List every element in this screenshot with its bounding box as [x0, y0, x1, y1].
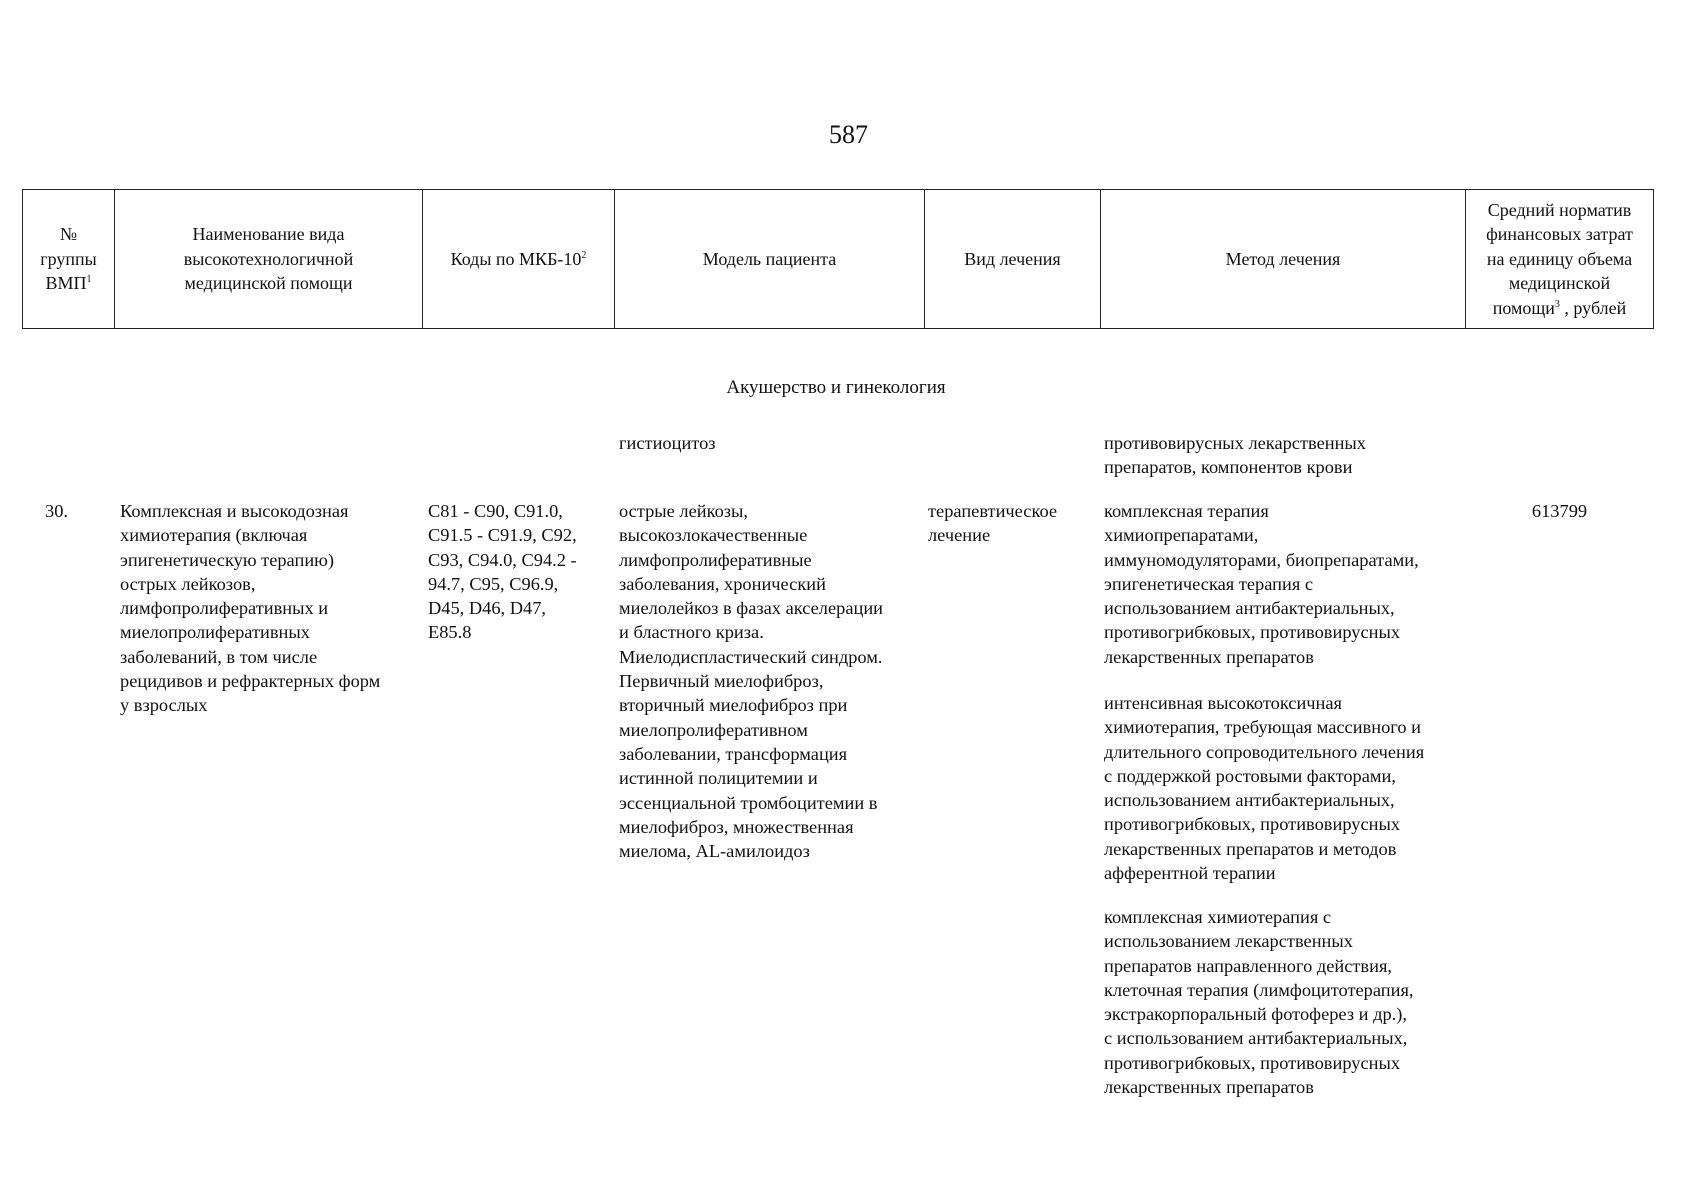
- row-treatment-method-2: интенсивная высокотоксичная химиотерапия, требующая массивного и длительного сопроводительного лечения с поддержкой ростовыми факторами, использованием антибактериальных, противогрибковых, противовирусных лекарственных препаратов и методов афферентной терапии: [1104, 693, 1425, 884]
- page-number: 587: [829, 120, 868, 149]
- row-icd-codes: C81 - C90, C91.0, C91.5 - C91.9, C92, C93, C94.0, C94.2 - 94.7, C95, C96.9, D45, D46, D47, E85.8: [428, 501, 577, 643]
- header-icd-codes: Коды по МКБ-$10^2$: [423, 190, 615, 329]
- continuation-patient-model: гистиоцитоз: [619, 433, 716, 453]
- row-care-type-name: Комплексная и высокодозная химиотерапия (включая эпигенетическую терапию) острых лейкозов, лимфопролиферативных и миелопролиферативных заболеваний, в том числе рецидивов и рефрактерных форм у взрослых: [120, 501, 381, 716]
- header-average-cost: Средний норматив финансовых затрат на единицу объема медицинской помощи$^3$ , рублей: [1466, 190, 1654, 329]
- row-average-cost: 613799: [1531, 501, 1588, 521]
- row-treatment-method-1: комплексная терапия химиопрепаратами, иммуномодуляторами, биопрепаратами, эпигенетическая терапия с использованием антибактериальных, противогрибковых, противовирусных лекарственных препаратов: [1104, 501, 1419, 667]
- header-care-type-name: Наименование вида высокотехнологичной медицинской помощи: [115, 190, 423, 329]
- row-treatment-type: терапевтическое лечение: [928, 501, 1058, 546]
- row-group-number: 30.: [45, 501, 68, 521]
- header-treatment-method: Метод лечения: [1101, 190, 1466, 329]
- header-treatment-type: Вид лечения: [925, 190, 1101, 329]
- section-title: Акушерство и гинекология: [726, 377, 946, 398]
- row-treatment-method-3: комплексная химиотерапия с использованием лекарственных препаратов направленного действия, клеточная терапия (лимфоцитотерапия, экстракорпоральный фотоферез и др.), с использованием антибактериальных, противогрибковых, противовирусных лекарственных препаратов: [1104, 907, 1414, 1098]
- continuation-treatment-method: противовирусных лекарственных препаратов, компонентов крови: [1104, 433, 1366, 478]
- header-patient-model: Модель пациента: [615, 190, 925, 329]
- header-group-number: № группы ВМП$^1$: [23, 190, 115, 329]
- table-header: [22, 189, 1654, 329]
- row-patient-model: острые лейкозы, высокозлокачественные лимфопролиферативные заболевания, хронический миелолейкоз в фазах акселерации и бластного криза. Миелодиспластический синдром. Первичный миелофиброз, вторичный миелофиброз при миелопролиферативном заболевании, трансформация истинной полицитемии и эссенциальной тромбоцитемии в миелофиброз, множественная миелома, AL-амилоидоз: [619, 501, 884, 862]
